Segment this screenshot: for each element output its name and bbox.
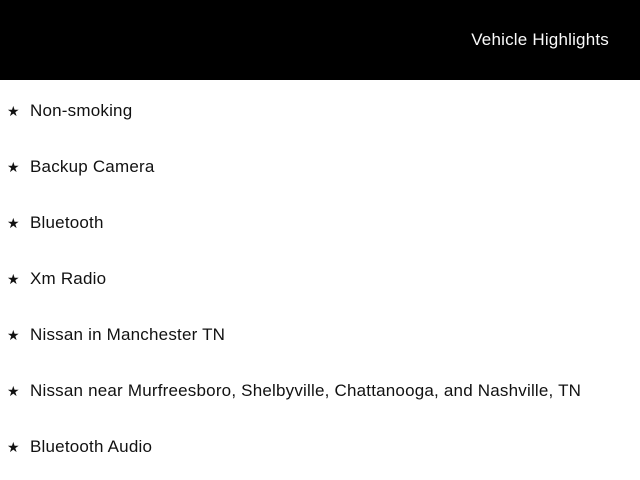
- star-icon: ★: [7, 271, 20, 287]
- list-item: [7, 139, 640, 195]
- list-item-label: Nissan in Manchester TN: [30, 325, 226, 344]
- list-item: [7, 195, 640, 251]
- star-icon: ★: [7, 383, 20, 399]
- star-icon: ★: [7, 439, 20, 455]
- list-item: [7, 83, 640, 139]
- list-item: [7, 363, 640, 419]
- list-item: [7, 307, 640, 363]
- highlights-list: [0, 80, 640, 475]
- list-item-label: Bluetooth: [30, 213, 104, 232]
- star-icon: ★: [7, 103, 20, 119]
- list-item-label: Backup Camera: [30, 157, 155, 176]
- list-item-label: Non-smoking: [30, 101, 133, 120]
- list-item-label: Nissan near Murfreesboro, Shelbyville, Chattanooga, and Nashville, TN: [30, 381, 582, 400]
- list-item-label: Bluetooth Audio: [30, 437, 153, 456]
- star-icon: ★: [7, 215, 20, 231]
- list-item-label: Xm Radio: [30, 269, 107, 288]
- list-item: [7, 419, 640, 475]
- star-icon: ★: [7, 327, 20, 343]
- page-title: Vehicle Highlights: [471, 30, 609, 49]
- list-item: [7, 251, 640, 307]
- star-icon: ★: [7, 159, 20, 175]
- header-bar: [0, 0, 640, 80]
